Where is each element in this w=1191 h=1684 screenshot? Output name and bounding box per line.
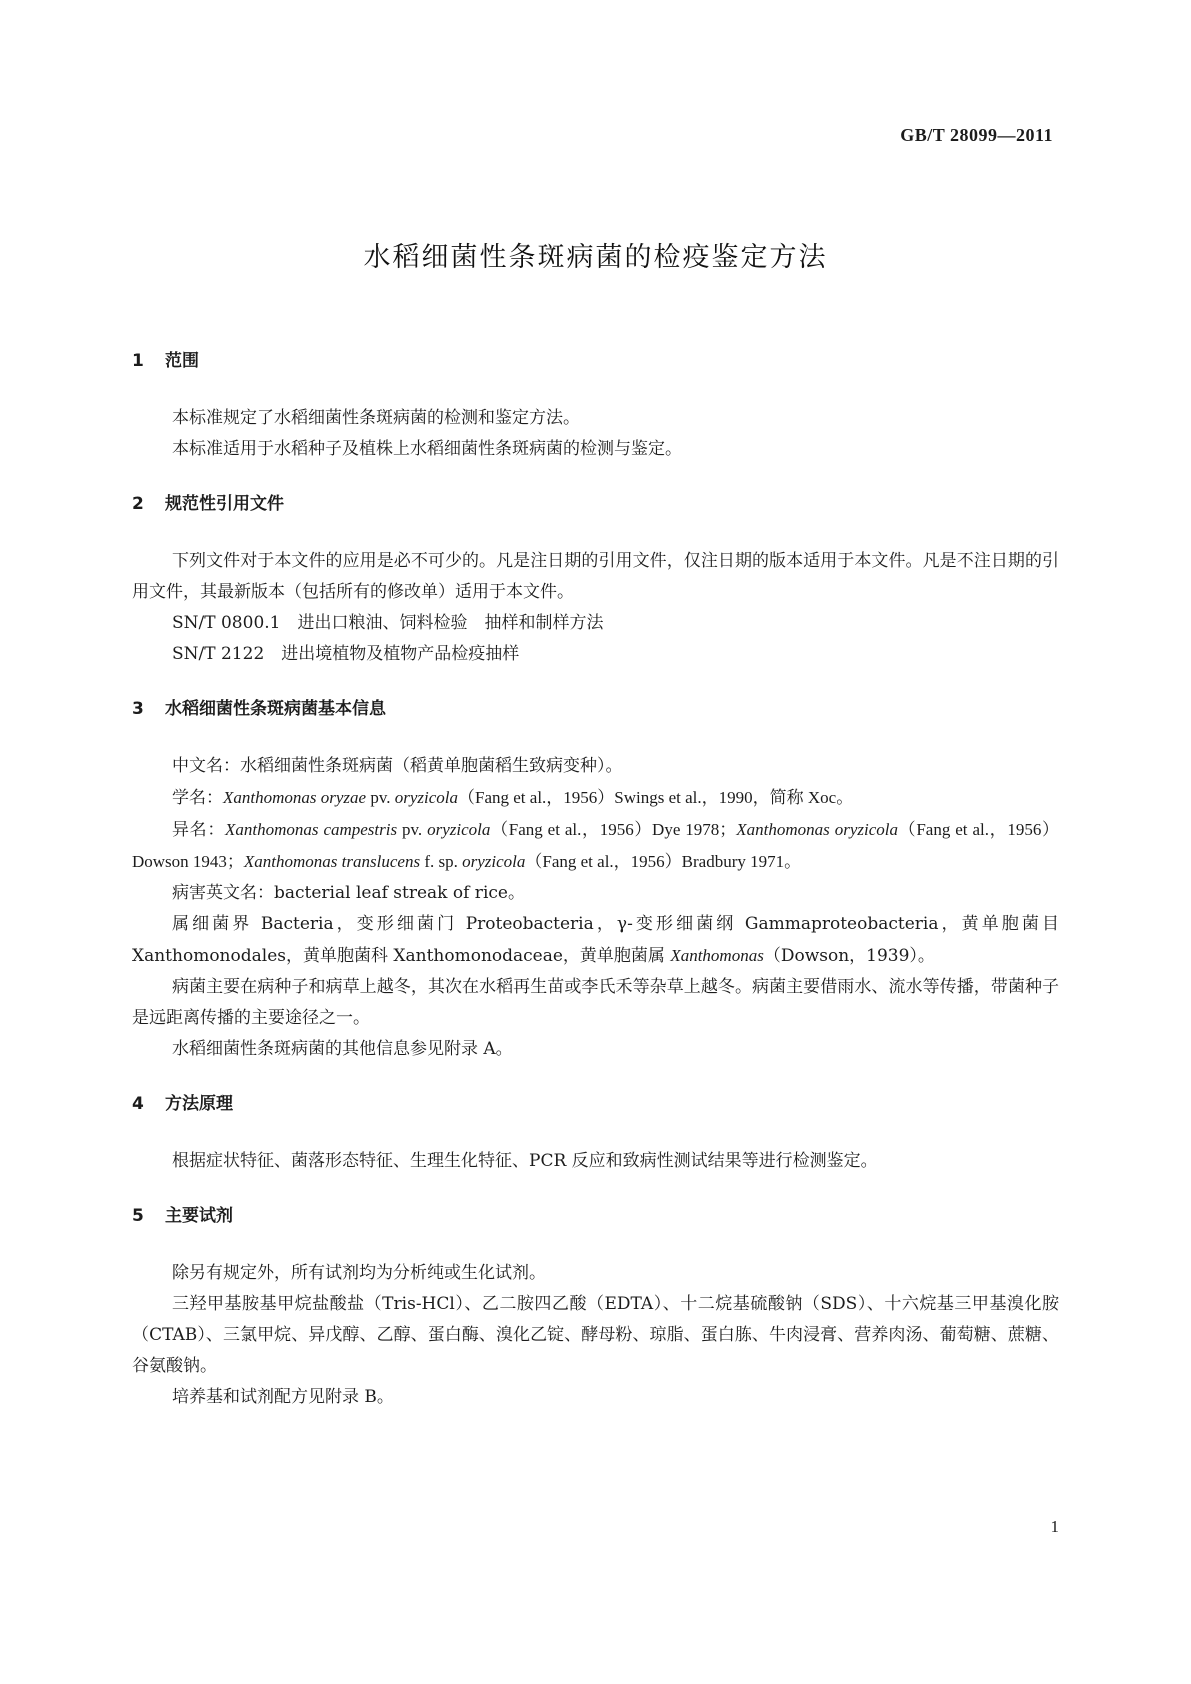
section-number: 3 [132, 699, 144, 719]
standard-code: GB/T 28099—2011 [900, 125, 1053, 145]
section-title: 水稻细菌性条斑病菌基本信息 [165, 699, 386, 719]
section-heading-method-principle [132, 1089, 1059, 1119]
section-number: 1 [132, 351, 144, 371]
taxonomy-paragraph: 属细菌界 Bacteria，变形细菌门 Proteobacteria，γ-变形细菌纲 Gammaproteobacteria，黄单胞菌目 Xanthomonodales，黄单胞菌科 Xanthomonodaceae，黄单胞菌属 Xanthomonas（Dowson，1939）。 [132, 914, 1059, 966]
page-number: 1 [1050, 1517, 1059, 1536]
section-heading-scope [132, 346, 1059, 376]
paragraph: 根据症状特征、菌落形态特征、生理生化特征、PCR 反应和致病性测试结果等进行检测鉴定。 [172, 1151, 878, 1171]
paragraph: 本标准规定了水稻细菌性条斑病菌的检测和鉴定方法。 [172, 408, 580, 428]
section-number: 2 [132, 494, 144, 514]
reagent-list-paragraph: 三羟甲基胺基甲烷盐酸盐（Tris-HCl）、乙二胺四乙酸（EDTA）、十二烷基硫酸钠（SDS）、十六烷基三甲基溴化胺（CTAB）、三氯甲烷、异戊醇、乙醇、蛋白酶、溴化乙锭、酵母粉、琼脂、蛋白胨、牛肉浸膏、营养肉汤、葡萄糖、蔗糖、谷氨酸钠。 [132, 1294, 1059, 1376]
section-number: 4 [132, 1094, 144, 1114]
section-heading-normative-references [132, 489, 1059, 519]
scientific-name-paragraph: 学名：Xanthomonas oryzae pv. oryzicola（Fang et al.，1956）Swings et al.，1990，简称 Xoc。 [172, 788, 854, 808]
section-title: 方法原理 [165, 1094, 233, 1114]
section-number: 5 [132, 1206, 144, 1226]
section-heading-basic-info [132, 694, 1059, 724]
appendix-reference-paragraph: 水稻细菌性条斑病菌的其他信息参见附录 A。 [172, 1039, 513, 1059]
reference-item: SN/T 0800.1 进出口粮油、饲料检验 抽样和制样方法 [172, 613, 604, 633]
synonyms-paragraph: 异名：Xanthomonas campestris pv. oryzicola（Fang et al.，1956）Dye 1978；Xanthomonas oryzicola（Fang et al.，1956）Dowson 1943；Xanthomonas translucens f. sp. oryzicola（Fang et al.，1956）Bradbury 1971。 [132, 820, 1059, 871]
paragraph: 下列文件对于本文件的应用是必不可少的。凡是注日期的引用文件，仅注日期的版本适用于本文件。凡是不注日期的引用文件，其最新版本（包括所有的修改单）适用于本文件。 [132, 551, 1059, 602]
section-heading-main-reagents [132, 1201, 1059, 1231]
paragraph: 除另有规定外，所有试剂均为分析纯或生化试剂。 [172, 1263, 546, 1283]
document-body [132, 346, 1059, 1413]
paragraph: 培养基和试剂配方见附录 B。 [172, 1387, 394, 1407]
chinese-name-paragraph: 中文名：水稻细菌性条斑病菌（稻黄单胞菌稻生致病变种）。 [172, 756, 623, 776]
section-title: 范围 [165, 351, 199, 371]
section-title: 主要试剂 [165, 1206, 233, 1226]
paragraph: 本标准适用于水稻种子及植株上水稻细菌性条斑病菌的检测与鉴定。 [172, 439, 682, 459]
transmission-paragraph: 病菌主要在病种子和病草上越冬，其次在水稻再生苗或李氏禾等杂草上越冬。病菌主要借雨水、流水等传播，带菌种子是远距离传播的主要途径之一。 [132, 977, 1059, 1028]
section-title: 规范性引用文件 [165, 494, 284, 514]
document-title: 水稻细菌性条斑病菌的检疫鉴定方法 [363, 242, 828, 273]
english-disease-name-paragraph: 病害英文名：bacterial leaf streak of rice。 [172, 883, 525, 903]
reference-item: SN/T 2122 进出境植物及植物产品检疫抽样 [172, 644, 520, 664]
